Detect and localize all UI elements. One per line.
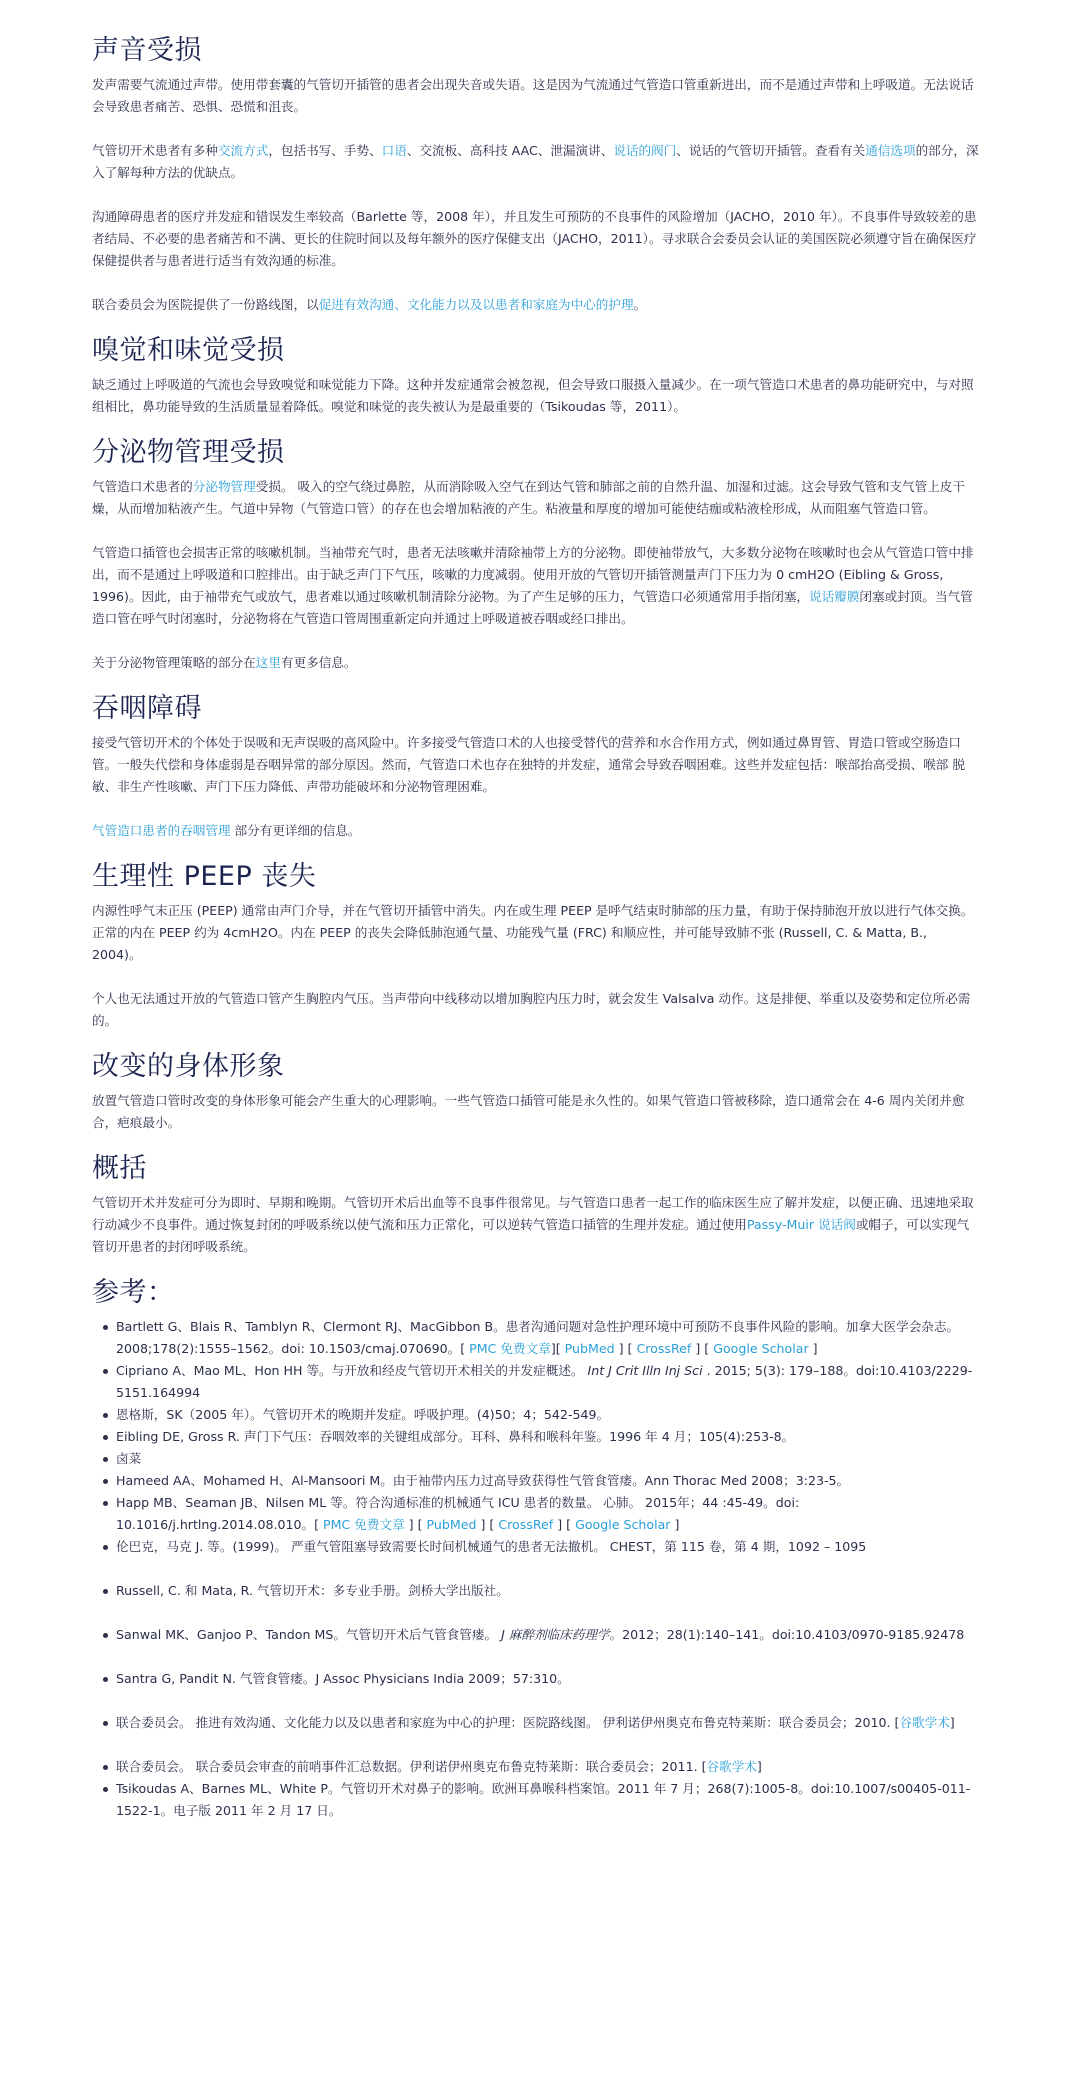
section-secretion — [92, 436, 980, 674]
text: ] [ — [476, 1517, 499, 1532]
text: 有更多信息。 — [280, 655, 357, 670]
reference-list — [92, 1316, 980, 1822]
section-summary — [92, 1152, 980, 1258]
reference-item: 恩格斯，SK（2005 年）。气管切开术的晚期并发症。呼吸护理。(4)50；4；542-549。 — [116, 1404, 980, 1426]
reference-item: Hameed AA、Mohamed H、Al-Mansoori M。由于袖带内压力过高导致获得性气管食管瘘。Ann Thorac Med 2008；3:23-5。 — [116, 1470, 980, 1492]
text: ] [ — [614, 1341, 637, 1356]
reference-item — [116, 1756, 980, 1778]
text: 气管切开术患者有多种 — [92, 143, 218, 158]
google-scholar-link[interactable]: Google Scholar — [575, 1517, 671, 1532]
crossref-link[interactable]: CrossRef — [498, 1517, 554, 1532]
journal-title: J 麻醉剂临床药理学 — [501, 1627, 610, 1642]
section-heading: 声音受损 — [92, 35, 202, 66]
swallow-management-link[interactable]: 气管造口患者的吞咽管理 — [92, 823, 231, 838]
google-scholar-link[interactable]: Google Scholar — [713, 1341, 809, 1356]
text: Cipriano A、Mao ML、Hon HH 等。与开放和经皮气管切开术相关的并发症概述。 — [116, 1363, 588, 1378]
text: ] [ — [553, 1517, 576, 1532]
text: ] [ — [691, 1341, 714, 1356]
paragraph — [92, 140, 980, 184]
pubmed-link[interactable]: PubMed — [426, 1517, 477, 1532]
text: ][ — [550, 1341, 565, 1356]
text: ，包括书写、手势、 — [268, 143, 382, 158]
paragraph — [92, 542, 980, 630]
pmc-free-article-link[interactable]: PMC 免费文章 — [323, 1517, 405, 1532]
text: ] [ — [404, 1517, 427, 1532]
paragraph: 沟通障碍患者的医疗并发症和错误发生率较高（Barlette 等，2008 年），并且发生可预防的不良事件的风险增加（JACHO，2010 年）。不良事件导致较差的患者结局、不必要的患者痛苦和不满、更长的住院时间以及每年额外的医疗保健支出（JACHO，2011）。寻求联合会委员会认证的美国医院必须遵守旨在确保医疗保健提供者与患者进行适当有效沟通的标准。 — [92, 209, 977, 268]
paragraph: 发声需要气流通过声带。使用带套囊的气管切开插管的患者会出现失音或失语。这是因为气流通过气管造口管重新进出，而不是通过声带和上呼吸道。无法说话会导致患者痛苦、恐惧、恐慌和沮丧。 — [92, 77, 974, 114]
text: 气管造口插管也会损害正常的咳嗽机制。当袖带充气时，患者无法咳嗽并清除袖带上方的分泌物。即使袖带放气，大多数分泌物在咳嗽时也会从气管造口管中排出，而不是通过上呼吸道和口腔排出。由于缺乏声门下气压，咳嗽的力度减弱。使用开放的气管切开插管测量声门下压力为 0 cmH2O (Eibling & Gross, 1996)。因此，由于袖带充气或放气，患者难以通过咳嗽机制清除分泌物。为了产生足够的压力，气管造口必须通常用手指闭塞， — [92, 545, 974, 604]
reference-item — [116, 1316, 980, 1360]
communication-methods-link[interactable]: 交流方式 — [217, 143, 269, 158]
here-link[interactable]: 这里 — [255, 655, 281, 670]
text: 联合委员会。 推进有效沟通、文化能力以及以患者和家庭为中心的护理：医院路线图。 伊利诺伊州奥克布鲁克特莱斯：联合委员会；2010. [ — [116, 1715, 900, 1730]
text: 联合委员会。 联合委员会审查的前哨事件汇总数据。伊利诺伊州奥克布鲁克特莱斯：联合委员会；2011. [ — [116, 1759, 707, 1774]
section-smell-taste — [92, 334, 980, 418]
section-body-image — [92, 1050, 980, 1134]
text: ] — [756, 1759, 762, 1774]
section-peep — [92, 860, 980, 1032]
text: 气管造口术患者的 — [92, 479, 193, 494]
paragraph: 内源性呼气末正压 (PEEP) 通常由声门介导，并在气管切开插管中消失。内在或生理 PEEP 是呼气结束时肺部的压力量，有助于保持肺泡开放以进行气体交换。正常的内在 PEEP 约为 4cmH2O。内在 PEEP 的丧失会降低肺泡通气量、功能残气量 (FRC) 和顺应性，并可能导致肺不张 (Russell, C. & Matta, B., 2004)。 — [92, 903, 974, 962]
google-scholar-link[interactable]: 谷歌学术 — [706, 1759, 757, 1774]
reference-item: 卤菜 — [116, 1448, 980, 1470]
roadmap-link[interactable]: 促进有效沟通、文化能力以及以患者和家庭为中心的护理 — [318, 297, 634, 312]
section-heading: 改变的身体形象 — [92, 1051, 285, 1082]
section-references — [92, 1276, 980, 1822]
text: 联合委员会为医院提供了一份路线图，以 — [92, 297, 319, 312]
section-voice — [92, 34, 980, 316]
paragraph: 缺乏通过上呼吸道的气流也会导致嗅觉和味觉能力下降。这种并发症通常会被忽视，但会导致口服摄入量减少。在一项气管造口术患者的鼻功能研究中，与对照组相比，鼻功能导致的生活质量显着降低。嗅觉和味觉的丧失被认为是最重要的（Tsikoudas 等，2011）。 — [92, 377, 974, 414]
crossref-link[interactable]: CrossRef — [636, 1341, 692, 1356]
speaking-valve-link[interactable]: 说话瓣膜 — [809, 589, 860, 604]
text: 的部分，深入了解每种方法的优缺点。 — [92, 143, 979, 180]
oral-speech-link[interactable]: 口语 — [381, 143, 407, 158]
reference-item: 伦巴克，马克 J. 等。(1999)。 严重气管阻塞导致需要长时间机械通气的患者无法撤机。 CHEST，第 115 卷，第 4 期，1092 – 1095 — [116, 1536, 980, 1558]
reference-item: Russell, C. 和 Mata, R. 气管切开术：多专业手册。剑桥大学出版社。 — [116, 1580, 980, 1602]
reference-item: Santra G, Pandit N. 气管食管瘘。J Assoc Physicians India 2009；57:310。 — [116, 1668, 980, 1690]
paragraph: 个人也无法通过开放的气管造口管产生胸腔内气压。当声带向中线移动以增加胸腔内压力时，就会发生 Valsalva 动作。这是排便、举重以及姿势和定位所必需的。 — [92, 991, 971, 1028]
text: 关于分泌物管理策略的部分在 — [92, 655, 256, 670]
reference-item — [116, 1712, 980, 1734]
speaking-valve-link[interactable]: 说话的阀门 — [613, 143, 677, 158]
section-heading: 分泌物管理受损 — [92, 437, 285, 468]
reference-item — [116, 1360, 980, 1404]
pmc-free-article-link[interactable]: PMC 免费文章 — [469, 1341, 551, 1356]
paragraph: 放置气管造口管时改变的身体形象可能会产生重大的心理影响。一些气管造口插管可能是永久性的。如果气管造口管被移除，造口通常会在 4-6 周内关闭并愈合，疤痕最小。 — [92, 1093, 965, 1130]
paragraph — [92, 1192, 980, 1258]
section-heading: 概括 — [92, 1153, 147, 1184]
text: Happ MB、Seaman JB、Nilsen ML 等。符合沟通标准的机械通气 ICU 患者的数量。 心肺。 2015年；44 :45-49。doi: 10.1016/j.hrtlng.2014.08.010。[ — [116, 1495, 800, 1532]
secretion-management-link[interactable]: 分泌物管理 — [192, 479, 256, 494]
text: ] — [670, 1517, 680, 1532]
reference-item — [116, 1492, 980, 1536]
text: Sanwal MK、Ganjoo P、Tandon MS。气管切开术后气管食管瘘。 — [116, 1627, 502, 1642]
paragraph — [92, 820, 980, 842]
text: ] — [808, 1341, 818, 1356]
paragraph — [92, 476, 980, 520]
section-swallow — [92, 692, 980, 842]
text: 气管切开术并发症可分为即时、早期和晚期。气管切开术后出血等不良事件很常见。与气管造口患者一起工作的临床医生应了解并发症，以便正确、迅速地采取行动减少不良事件。通过恢复封闭的呼吸系统以使气流和压力正常化，可以逆转气管造口插管的生理并发症。通过使用 — [92, 1195, 974, 1232]
section-heading: 生理性 PEEP 丧失 — [92, 861, 317, 892]
text: 闭塞或封顶。当气管造口管在呼气时闭塞时，分泌物将在气管造口管周围重新定向并通过上呼吸道被吞咽或经口排出。 — [92, 589, 973, 626]
text: 或帽子，可以实现气管切开患者的封闭呼吸系统。 — [92, 1217, 970, 1254]
communication-options-link[interactable]: 通信选项 — [865, 143, 916, 158]
reference-item — [116, 1624, 980, 1646]
section-heading: 吞咽障碍 — [92, 693, 202, 724]
references-heading: 参考： — [92, 1277, 175, 1308]
google-scholar-link[interactable]: 谷歌学术 — [899, 1715, 950, 1730]
paragraph — [92, 652, 980, 674]
reference-item: Eibling DE, Gross R. 声门下气压：吞咽效率的关键组成部分。耳科、鼻科和喉科年鉴。1996 年 4 月；105(4):253-8。 — [116, 1426, 980, 1448]
pubmed-link[interactable]: PubMed — [564, 1341, 615, 1356]
text: 、说话的气管切开插管。查看有关 — [676, 143, 866, 158]
text: 部分有更详细的信息。 — [230, 823, 361, 838]
paragraph: 接受气管切开术的个体处于误吸和无声误吸的高风险中。许多接受气管造口术的人也接受替代的营养和水合作用方式，例如通过鼻胃管、胃造口管或空肠造口管。一般失代偿和身体虚弱是吞咽异常的部分原因。然而，气管造口术也存在独特的并发症，通常会导致吞咽困难。这些并发症包括：喉部抬高受损、喉部 脱敏、非生产性咳嗽、声门下压力降低、声带功能破坏和分泌物管理困难。 — [92, 735, 965, 794]
text: 。2012；28(1):140–141。doi:10.4103/0970-9185.92478 — [609, 1627, 965, 1642]
paragraph — [92, 294, 980, 316]
text: 、交流板、高科技 AAC、泄漏演讲、 — [406, 143, 614, 158]
text: 。 — [633, 297, 647, 312]
section-heading: 嗅觉和味觉受损 — [92, 335, 285, 366]
reference-item: Tsikoudas A、Barnes ML、White P。气管切开术对鼻子的影响。欧洲耳鼻喉科档案馆。2011 年 7 月；268(7):1005-8。doi:10.1007/s00405-011-1522-1。电子版 2011 年 2 月 17 日。 — [116, 1778, 980, 1822]
text: ] — [949, 1715, 955, 1730]
text: 受损。 吸入的空气绕过鼻腔，从而消除吸入空气在到达气管和肺部之前的自然升温、加湿和过滤。这会导致气管和支气管上皮干燥，从而增加粘液产生。气道中异物（气管造口管）的存在也会增加粘液的产生。粘液量和厚度的增加可能使结痂或粘液栓形成，从而阻塞气管造口管。 — [92, 479, 965, 516]
passy-muir-valve-link[interactable]: Passy-Muir 说话阀 — [746, 1217, 856, 1232]
text: . 2015; 5(3): 179–188。doi:10.4103/2229-5151.164994 — [116, 1363, 973, 1400]
text: Bartlett G、Blais R、Tamblyn R、Clermont RJ、MacGibbon B。患者沟通问题对急性护理环境中可预防不良事件风险的影响。加拿大医学会杂志。2008;178(2):1555–1562。doi: 10.1503/cmaj.070690。[ — [116, 1319, 960, 1356]
journal-title: Int J Crit Illn Inj Sci — [587, 1363, 703, 1378]
